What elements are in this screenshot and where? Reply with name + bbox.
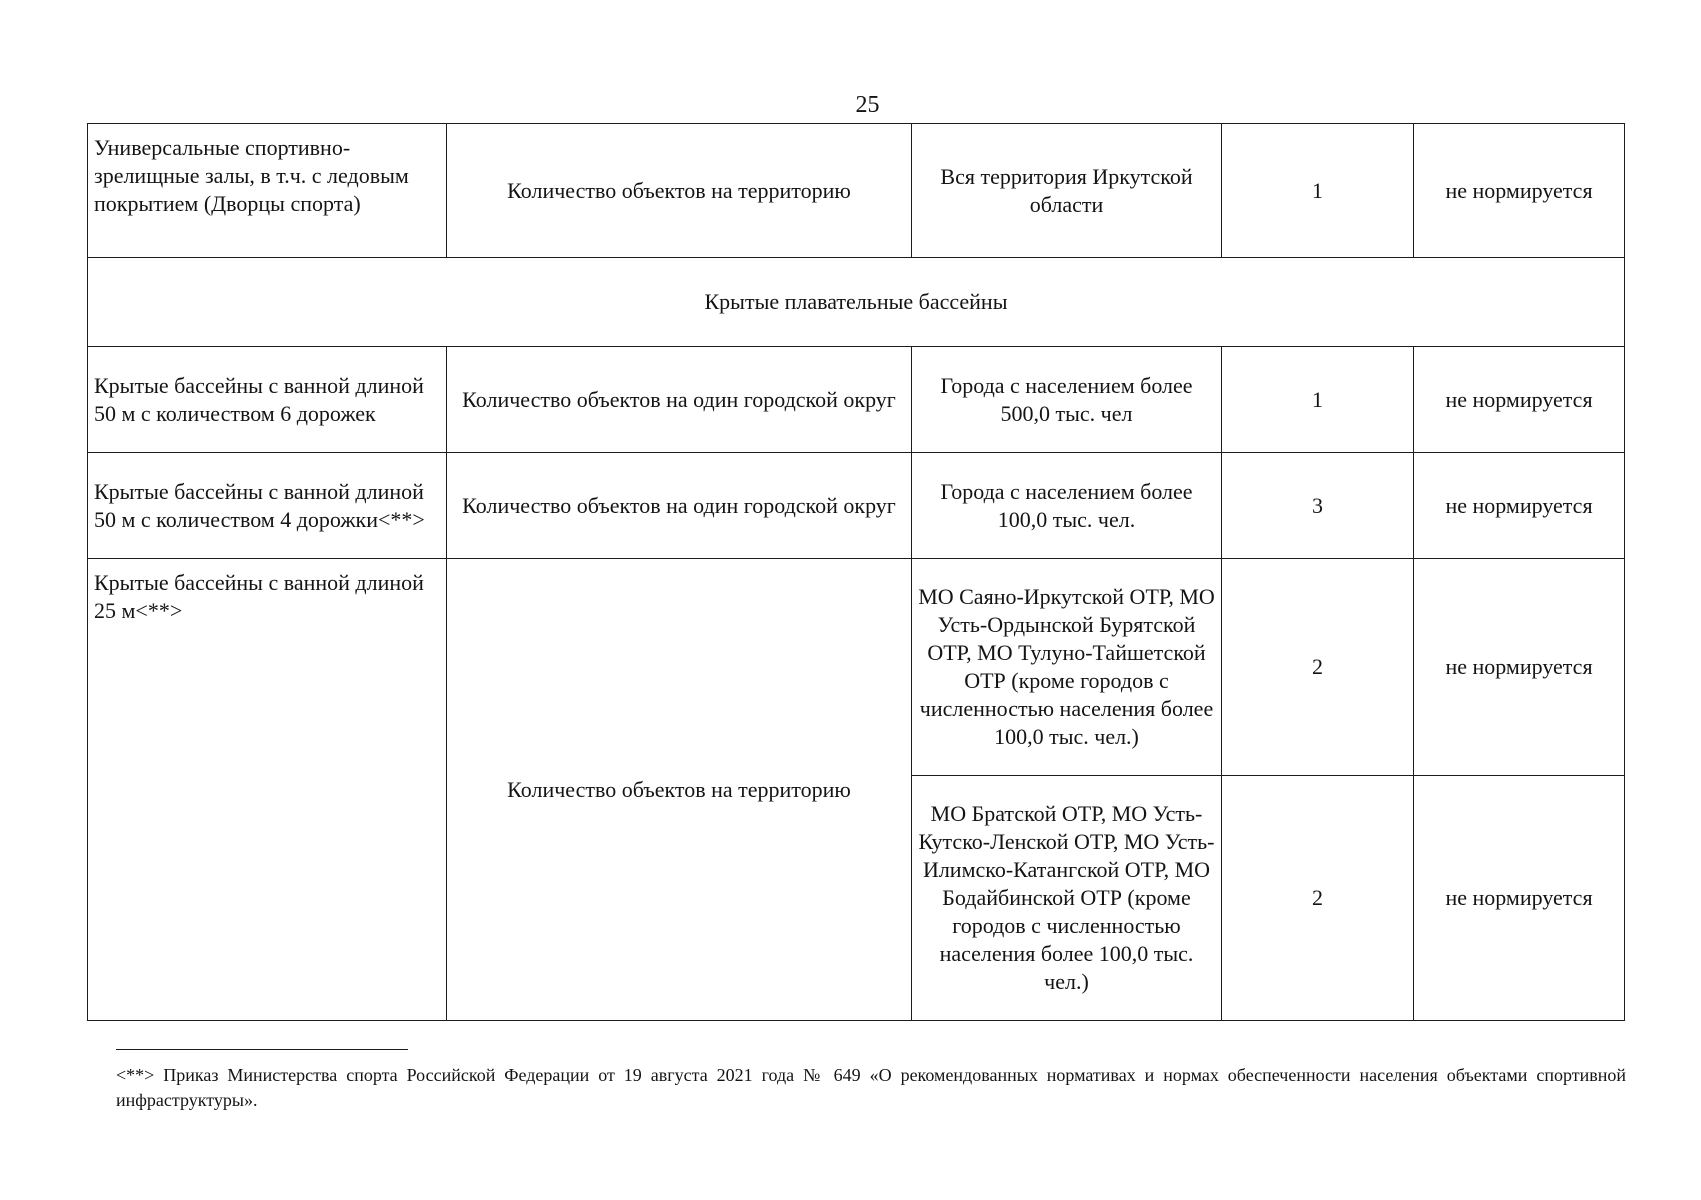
norm-cell: не нормируется [1414,559,1625,776]
indicator-cell: Количество объектов на территорию [447,559,912,1021]
norm-cell: не нормируется [1414,124,1625,258]
territory-cell: Города с населением более 500,0 тыс. чел [912,347,1222,453]
value-cell: 1 [1222,347,1414,453]
territory-cell: Вся территория Иркутской области [912,124,1222,258]
indicator-cell: Количество объектов на территорию [447,124,912,258]
facility-name-cell: Универсальные спортивно-зрелищные залы, в т.ч. с ледовым покрытием (Дворцы спорта) [88,124,447,258]
norm-cell: не нормируется [1414,453,1625,559]
table-row [88,347,1625,453]
territory-cell: МО Саяно-Иркутской ОТР, МО Усть-Ордынской Бурятской ОТР, МО Тулуно-Тайшетской ОТР (кроме городов с численностью населения более 100,0 тыс. чел.) [912,559,1222,776]
facility-name-cell: Крытые бассейны с ванной длиной 50 м с количеством 6 дорожек [88,347,447,453]
norms-table [87,123,1625,1021]
value-cell: 2 [1222,559,1414,776]
section-title: Крытые плавательные бассейны [88,258,1625,347]
facility-name-cell: Крытые бассейны с ванной длиной 25 м<**> [88,559,447,1021]
facility-name-cell: Крытые бассейны с ванной длиной 50 м с количеством 4 дорожки<**> [88,453,447,559]
territory-cell: Города с населением более 100,0 тыс. чел. [912,453,1222,559]
table-row [88,559,1625,776]
footnote-separator [116,1049,408,1050]
footnote: <**> Приказ Министерства спорта Российской Федерации от 19 августа 2021 года № 649 «О рекомендованных нормативах и нормах обеспеченности населения объектами спортивной инфраструктуры». [116,1065,1626,1110]
table-row [88,124,1625,258]
indicator-cell: Количество объектов на один городской округ [447,347,912,453]
value-cell: 2 [1222,776,1414,1021]
value-cell: 1 [1222,124,1414,258]
norm-cell: не нормируется [1414,776,1625,1021]
territory-cell: МО Братской ОТР, МО Усть-Кутско-Ленской ОТР, МО Усть-Илимско-Катангской ОТР, МО Бодайбинской ОТР (кроме городов с численностью населения более 100,0 тыс. чел.) [912,776,1222,1021]
value-cell: 3 [1222,453,1414,559]
indicator-cell: Количество объектов на один городской округ [447,453,912,559]
page-number: 25 [855,92,880,118]
section-row [88,258,1625,347]
table-row [88,453,1625,559]
norm-cell: не нормируется [1414,347,1625,453]
